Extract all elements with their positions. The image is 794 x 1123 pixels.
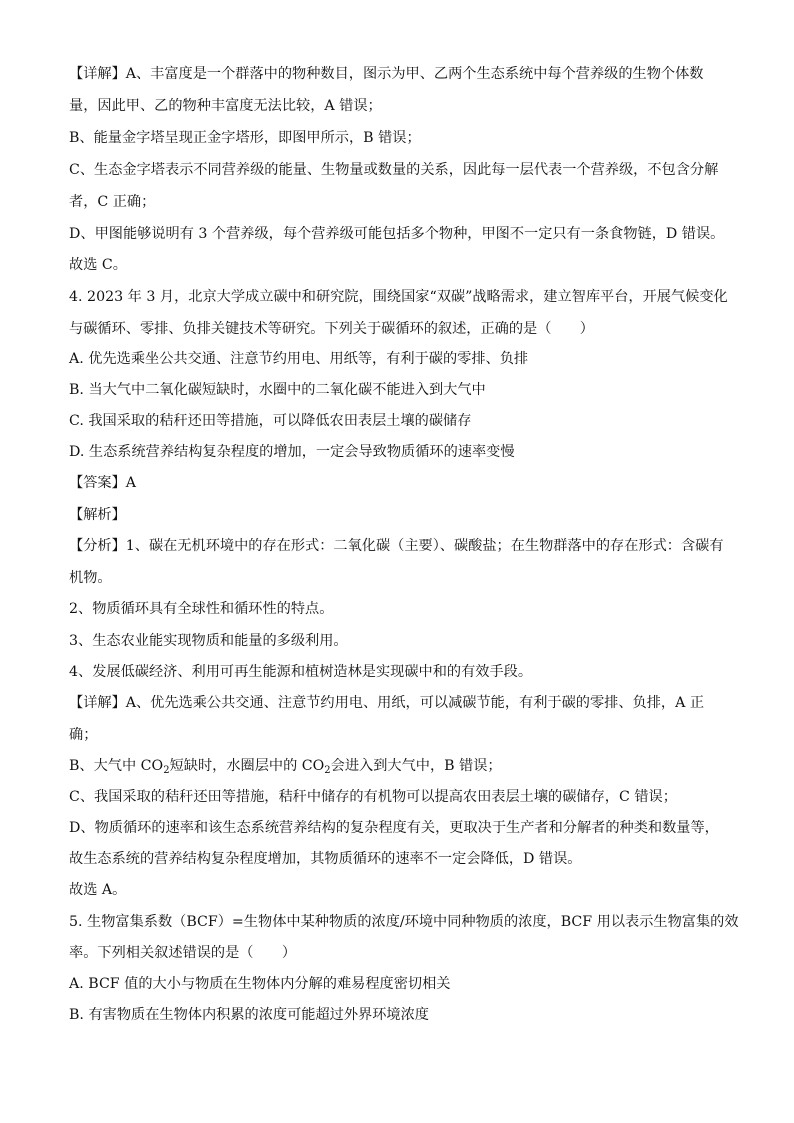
text-line: C、生态金字塔表示不同营养级的能量、生物量或数量的关系，因此每一层代表一个营养级，不包含分解: [69, 162, 719, 178]
question-5-stem-cont: 率。下列相关叙述错误的是（ ）: [69, 945, 297, 961]
option-a: A. BCF 值的大小与物质在生物体内分解的难易程度密切相关: [69, 976, 451, 992]
analysis-label: 【解析】: [69, 507, 126, 523]
text-line: 机物。: [69, 570, 112, 586]
answer-label: 【答案】A: [69, 475, 136, 491]
text-line: B、能量金字塔呈现正金字塔形，即图甲所示，B 错误；: [69, 130, 421, 146]
text-line: 故生态系统的营养结构复杂程度增加，其物质循环的速率不一定会降低，D 错误。: [69, 851, 582, 867]
text-line: C、我国采取的秸秆还田等措施，秸秆中储存的有机物可以提高农田表层土壤的碳储存，C 错误；: [69, 789, 677, 805]
text-line: 2、物质循环具有全球性和循环性的特点。: [69, 601, 334, 617]
text-line: 故选 C。: [69, 257, 127, 273]
text-line: 量，因此甲、乙的物种丰富度无法比较，A 错误；: [69, 98, 382, 114]
option-c: C. 我国采取的秸秆还田等措施，可以降低农田表层土壤的碳储存: [69, 413, 472, 429]
option-a: A. 优先选乘坐公共交通、注意节约用电、用纸等，有利于碳的零排、负排: [69, 351, 529, 367]
text-line: 【详解】A、优先选乘公共交通、注意节约用电、用纸，可以减碳节能，有利于碳的零排、负排，A 正: [69, 695, 705, 711]
option-b: B. 有害物质在生物体内积累的浓度可能超过外界环境浓度: [69, 1007, 429, 1023]
text-line-co2: B、大气中 $CO_2$短缺时，水圈层中的 $CO_2$会进入到大气中，B 错误；: [69, 758, 502, 776]
text-line: 【分析】1、碳在无机环境中的存在形式：二氧化碳（主要）、碳酸盐；在生物群落中的存在形式：含碳有: [69, 538, 724, 554]
question-5-stem: 5. 生物富集系数（BCF）=生物体中某种物质的浓度/环境中同种物质的浓度，BCF 用以表示生物富集的效: [69, 914, 739, 930]
question-4-stem-cont: 与碳循环、零排、负排关键技术等研究。下列关于碳循环的叙述，正确的是（ ）: [69, 321, 594, 337]
option-b: B. 当大气中二氧化碳短缺时，水圈中的二氧化碳不能进入到大气中: [69, 382, 486, 398]
text-line: 3、生态农业能实现物质和能量的多级利用。: [69, 633, 348, 649]
option-d: D. 生态系统营养结构复杂程度的增加，一定会导致物质循环的速率变慢: [69, 444, 515, 460]
text-line: 【详解】A、丰富度是一个群落中的物种数目，图示为甲、乙两个生态系统中每个营养级的生物个体数: [69, 66, 704, 82]
question-4-stem: 4. 2023 年 3 月，北京大学成立碳中和研究院，围绕国家“双碳”战略需求，建立智库平台，开展气候变化: [69, 289, 728, 305]
text-line: 故选 A。: [69, 882, 127, 898]
text-line: 者，C 正确；: [69, 194, 156, 210]
text-line: D、甲图能够说明有 3 个营养级，每个营养级可能包括多个物种，甲图不一定只有一条食物链，D 错误。: [69, 226, 725, 242]
text-line: 4、发展低碳经济、利用可再生能源和植树造林是实现碳中和的有效手段。: [69, 664, 533, 680]
text-line: 确；: [69, 727, 98, 743]
text-line: D、物质循环的速率和该生态系统营养结构的复杂程度有关，更取决于生产者和分解者的种类和数量等，: [69, 820, 719, 836]
